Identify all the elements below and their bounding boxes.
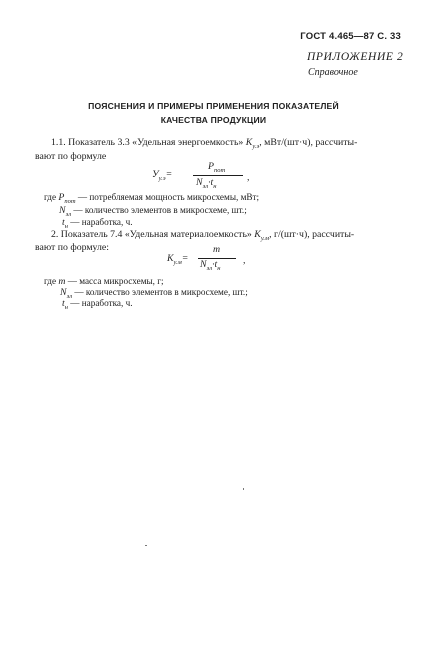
formula1-comma: , [247, 172, 250, 183]
formula1-fraction-bar [193, 175, 243, 176]
item2-line2: вают по формуле: [35, 242, 109, 253]
item2-text-after: , г/(шт·ч), рассчиты- [269, 229, 355, 240]
item1-line1 [51, 137, 357, 150]
item2-symbol: $K_{у.м}$ [254, 229, 270, 242]
formula1-numerator: $P_{пот}$ [208, 161, 226, 174]
item2-text-before: 2. Показатель 7.4 «Удельная материалоемкость» [51, 229, 252, 240]
appendix-subtitle: Справочное [308, 67, 358, 78]
legend2-line-t: $t_н$ — наработка, ч. [62, 298, 133, 311]
appendix-title: ПРИЛОЖЕНИЕ 2 [307, 51, 404, 63]
legend2-line-n: $N_{эл}$ — количество элементов в микросхеме, шт.; [60, 287, 248, 300]
section-title-line1: ПОЯСНЕНИЯ И ПРИМЕРЫ ПРИМЕНЕНИЯ ПОКАЗАТЕЛЕЙ [88, 101, 339, 111]
formula2-comma: , [243, 255, 246, 266]
section-title-line2: КАЧЕСТВА ПРОДУКЦИИ [160, 115, 267, 125]
item1-text-after: , мВт/(шт·ч), рассчиты- [259, 137, 358, 148]
formula2-denominator: $N_{эл}\cdot t_н$ [200, 259, 221, 272]
item1-symbol: $K_{у.э}$ [245, 137, 260, 150]
legend2-line-m: где m — масса микросхемы, г; [44, 276, 164, 287]
item2-line1 [51, 229, 354, 242]
formula2-lhs: $K_{у.м}=$ [167, 253, 189, 266]
legend1-line-n: $N_{эл}$ — количество элементов в микросхеме, шт.; [59, 205, 247, 218]
item1-text-before: 1.1. Показатель 3.3 «Удельная энергоемкость» [51, 137, 244, 148]
standard-header: ГОСТ 4.465—87 С. 33 [300, 31, 401, 42]
item1-line2: вают по формуле [35, 151, 107, 162]
formula2-numerator: m [213, 244, 221, 255]
legend1-line-p: где $P_{пот}$ — потребляемая мощность микросхемы, мВт; [44, 192, 260, 205]
formula1-denominator: $N_{эл}\cdot t_н$ [196, 177, 217, 190]
scan-speck [145, 545, 147, 546]
scan-speck [243, 488, 244, 490]
formula1-lhs: $У_{у.э}=$ [152, 169, 173, 182]
legend1-line-t: $t_н$ — наработка, ч. [62, 217, 133, 230]
